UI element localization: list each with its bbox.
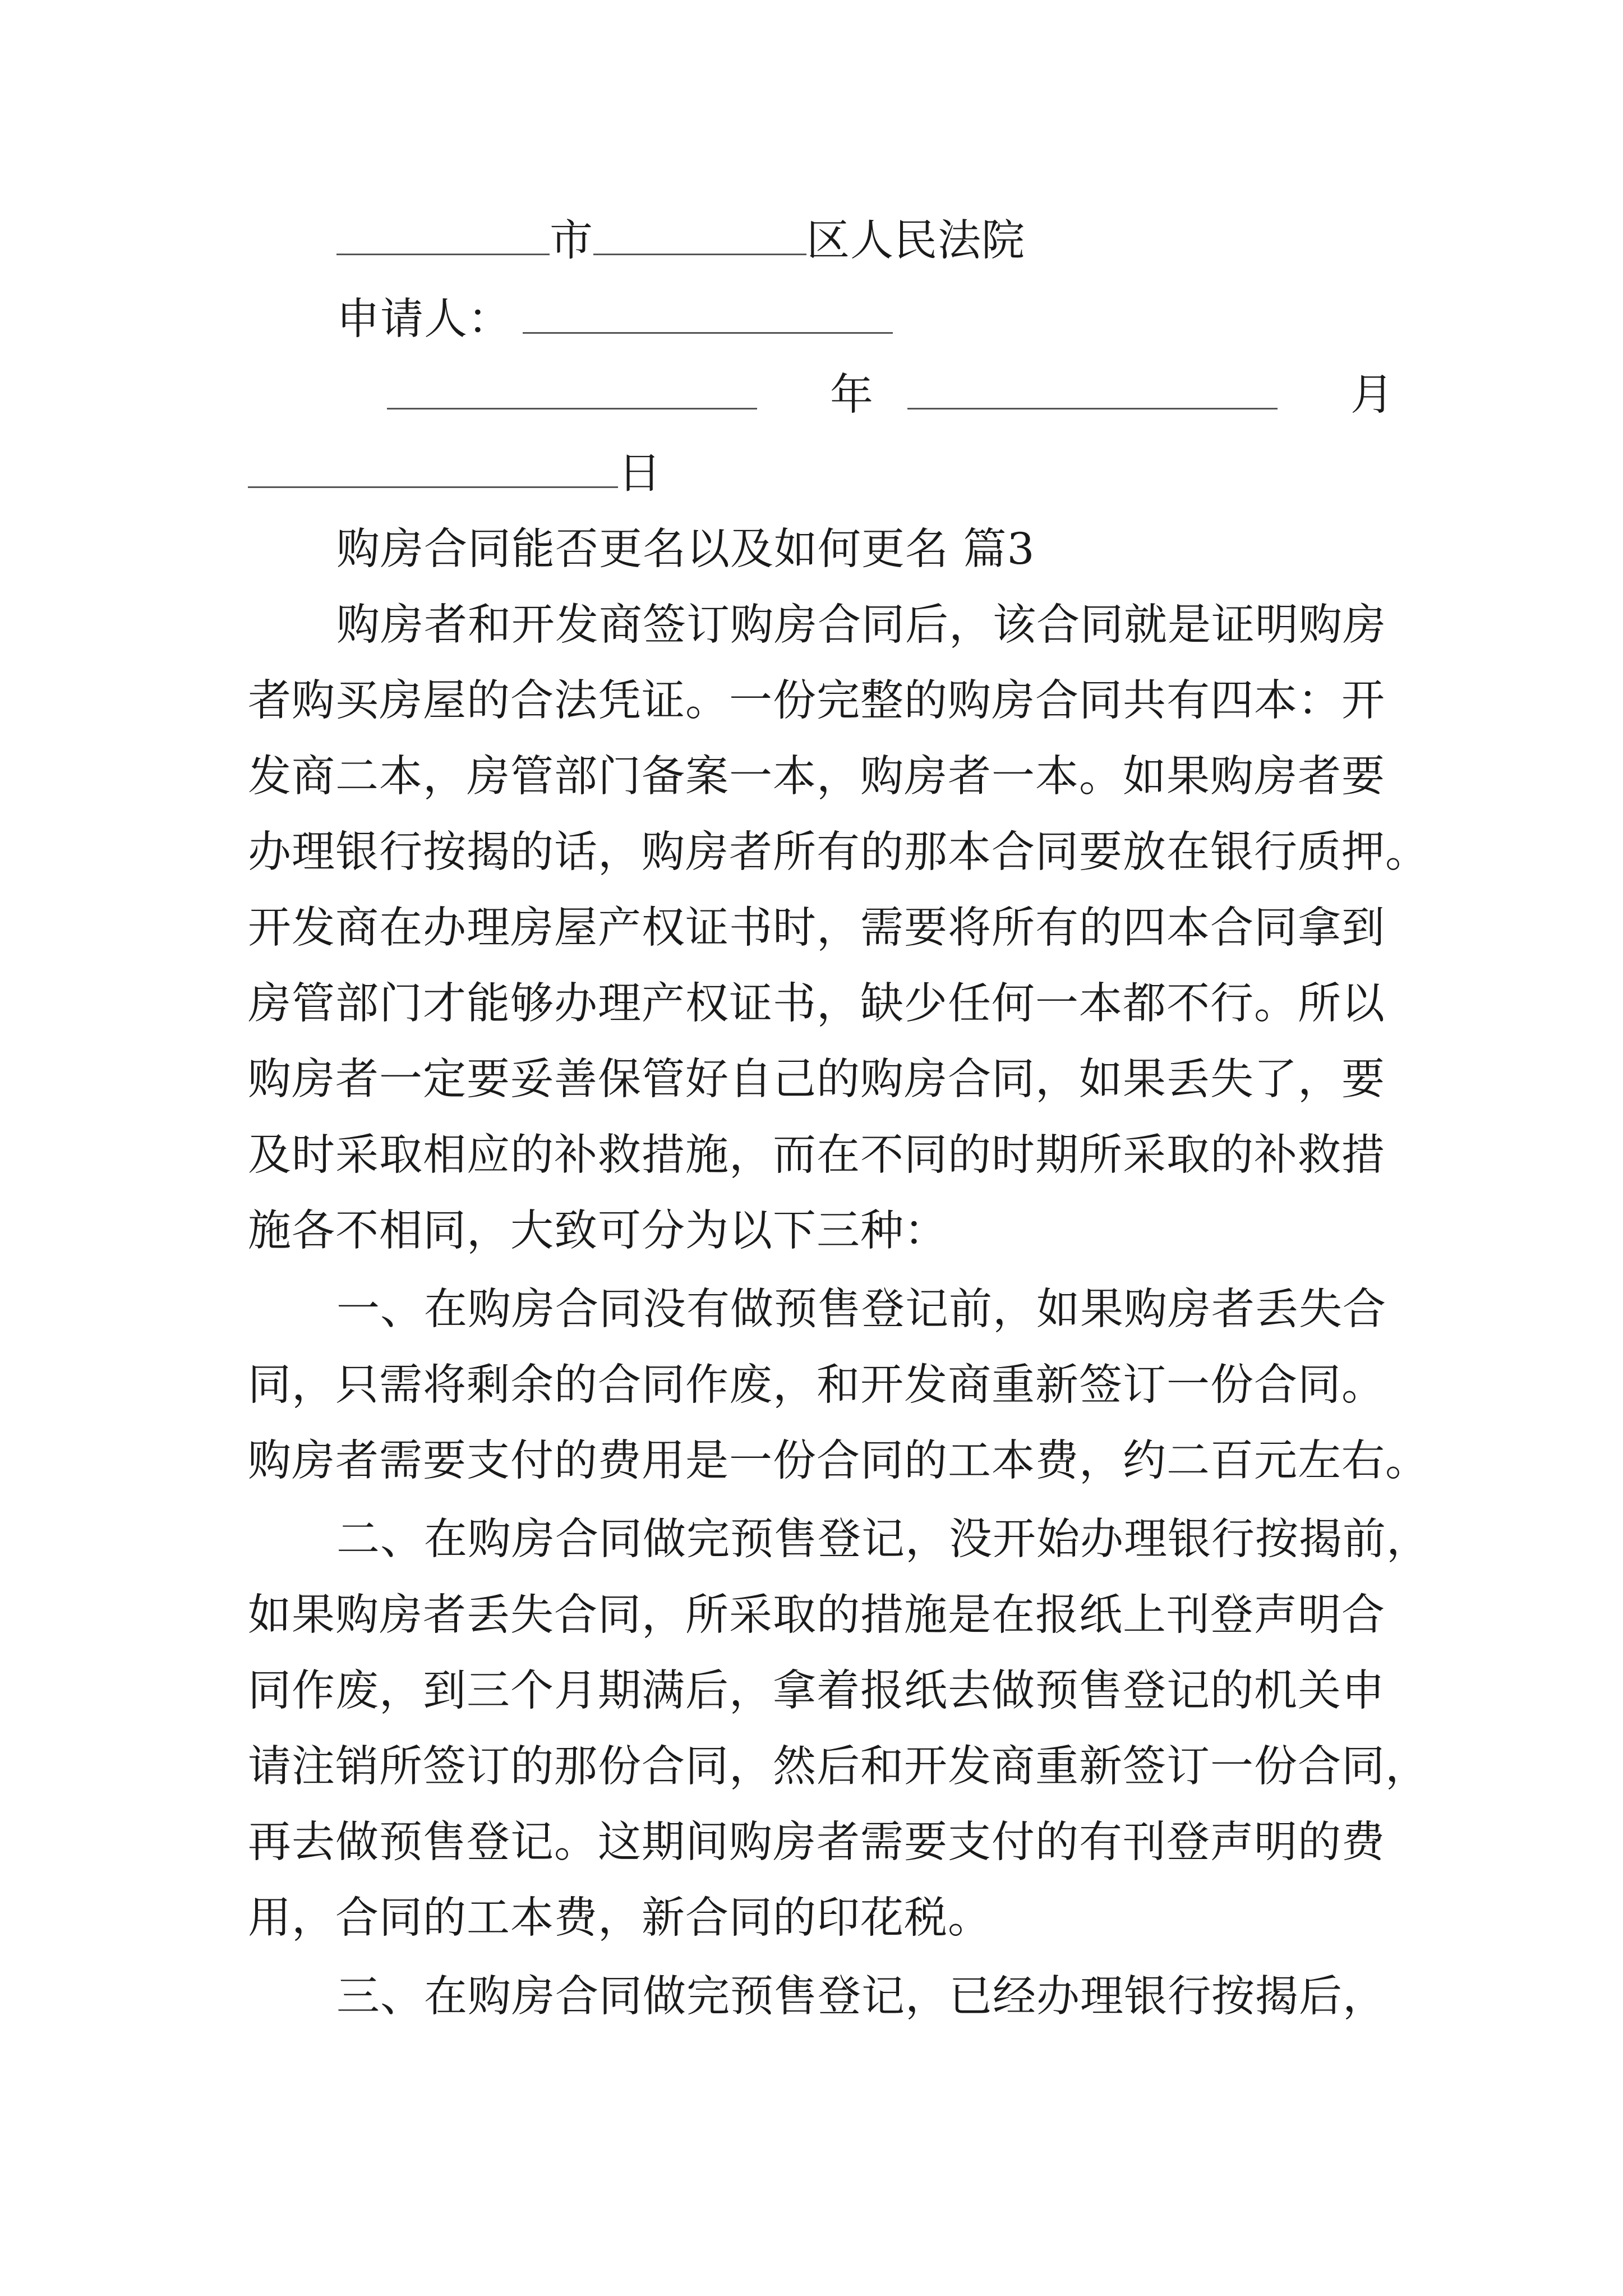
paragraph-line: 同作废，到三个月期满后，拿着报纸去做预售登记的机关申 [248, 1666, 1385, 1716]
paragraph-line: 如果购房者丢失合同，所采取的措施是在报纸上刊登声明合 [248, 1590, 1385, 1640]
paragraph-line: 房管部门才能够办理产权证书，缺少任何一本都不行。所以 [248, 979, 1385, 1029]
day-label: 日 [618, 449, 662, 499]
paragraph-line: 发商二本，房管部门备案一本，购房者一本。如果购房者要 [248, 752, 1385, 802]
paragraph-line: 一、在购房合同没有做预售登记前，如果购房者丢失合 [336, 1285, 1386, 1335]
paragraph-line: 购房者需要支付的费用是一份合同的工本费，约二百元左右。 [248, 1436, 1429, 1486]
paragraph-line: 及时采取相应的补救措施，而在不同的时期所采取的补救措 [248, 1130, 1385, 1180]
paragraph-line: 请注销所签订的那份合同，然后和开发商重新签订一份合同， [248, 1742, 1429, 1792]
paragraph-line: 三、在购房合同做完预售登记，已经办理银行按揭后， [336, 1972, 1386, 2022]
paragraph-line: 同，只需将剩余的合同作废，和开发商重新签订一份合同。 [248, 1360, 1385, 1410]
day-line [248, 446, 662, 502]
paragraph-line: 再去做预售登记。这期间购房者需要支付的有刊登声明的费 [248, 1818, 1385, 1867]
section-title: 购房合同能否更名以及如何更名 篇3 [336, 524, 1035, 574]
district-suffix: 区人民法院 [806, 216, 1025, 266]
paragraph-line: 用，合同的工本费，新合同的印花税。 [248, 1893, 992, 1943]
paragraph-line: 施各不相同，大致可分为以下三种： [248, 1206, 948, 1256]
city-blank [336, 219, 550, 255]
month-label: 月 [1350, 370, 1394, 420]
city-suffix: 市 [550, 216, 593, 266]
district-blank [593, 219, 806, 255]
applicant-label: 申请人： [336, 295, 511, 344]
day-blank [248, 452, 618, 488]
date-line [387, 367, 1394, 424]
applicant-blank [523, 297, 893, 334]
month-blank [907, 373, 1278, 409]
court-line [336, 213, 1025, 269]
paragraph-line: 开发商在办理房屋产权证书时，需要将所有的四本合同拿到 [248, 903, 1385, 953]
year-blank [387, 373, 757, 409]
paragraph-line: 办理银行按揭的话，购房者所有的那本合同要放在银行质押。 [248, 827, 1429, 877]
paragraph-line: 者购买房屋的合法凭证。一份完整的购房合同共有四本：开 [248, 676, 1385, 726]
applicant-line [336, 292, 893, 348]
paragraph-line: 二、在购房合同做完预售登记，没开始办理银行按揭前， [336, 1515, 1430, 1565]
year-label: 年 [830, 370, 874, 420]
paragraph-line: 购房者和开发商签订购房合同后，该合同就是证明购房 [336, 600, 1386, 650]
paragraph-line: 购房者一定要妥善保管好自己的购房合同，如果丢失了，要 [248, 1055, 1385, 1105]
